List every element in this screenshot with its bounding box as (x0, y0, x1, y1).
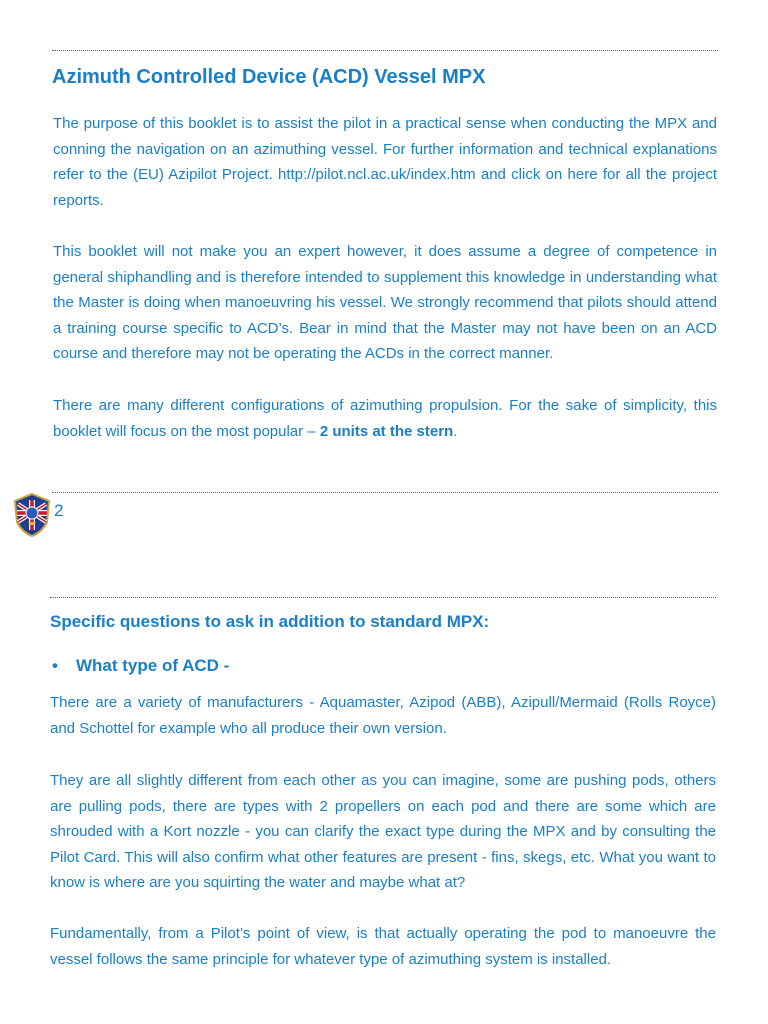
page-title: Azimuth Controlled Device (ACD) Vessel MPX (52, 66, 486, 88)
intro-paragraph: The purpose of this booklet is to assist the pilot in a practical sense when conducting the MPX and conning the navigation on an azimuthing vessel. For further information and technical explanations refer to the (EU) Azipilot Project. http://pilot.ncl.ac.uk/index.htm and click on here for all the project reports. (53, 115, 717, 209)
manufacturers-paragraph: There are a variety of manufacturers - Aquamaster, Azipod (ABB), Azipull/Mermaid (Rolls Royce) and Schottel for example who all produce their own version. (50, 694, 716, 737)
bullet-label: What type of ACD - (76, 656, 230, 675)
configuration-end: . (453, 422, 458, 440)
footer-divider (52, 492, 718, 493)
section-divider (50, 597, 716, 598)
configuration-text: There are many different configurations of azimuthing propulsion. For the sake of simplicity, this booklet will focus on the most popular – (53, 397, 717, 440)
disclaimer-paragraph: This booklet will not make you an expert however, it does assume a degree of competence in general shiphandling and is therefore intended to supplement this knowledge in understanding what the Master is doing when manoeuvring his vessel. We strongly recommend that pilots should attend a training course specific to ACD’s. Bear in mind that the Master may not have been on an ACD course and therefore may not be operating the ACDs in the correct manner. (53, 243, 717, 363)
crest-logo-icon (12, 492, 52, 538)
configuration-highlight: 2 units at the stern (319, 422, 454, 440)
section-heading: Specific questions to ask in addition to standard MPX: (50, 612, 490, 631)
pod-types-paragraph: They are all slightly different from each other as you can imagine, some are pushing pods, others are pulling pods, there are types with 2 propellers on each pod and there are some which are shrouded with a Kort nozzle - you can clarify the exact type during the MPX and by consulting the Pilot Card. This will also confirm what other features are present - fins, skegs, etc. What you want to know is where are you squirting the water and maybe what at? (50, 772, 716, 892)
bullet-item (52, 656, 229, 676)
bullet-icon: • (52, 656, 58, 675)
page-number: 2 (54, 501, 64, 520)
principle-paragraph: Fundamentally, from a Pilot’s point of view, is that actually operating the pod to manoeuvre the vessel follows the same principle for whatever type of azimuthing system is installed. (50, 925, 716, 968)
configuration-paragraph (53, 393, 717, 444)
top-divider (52, 50, 718, 51)
